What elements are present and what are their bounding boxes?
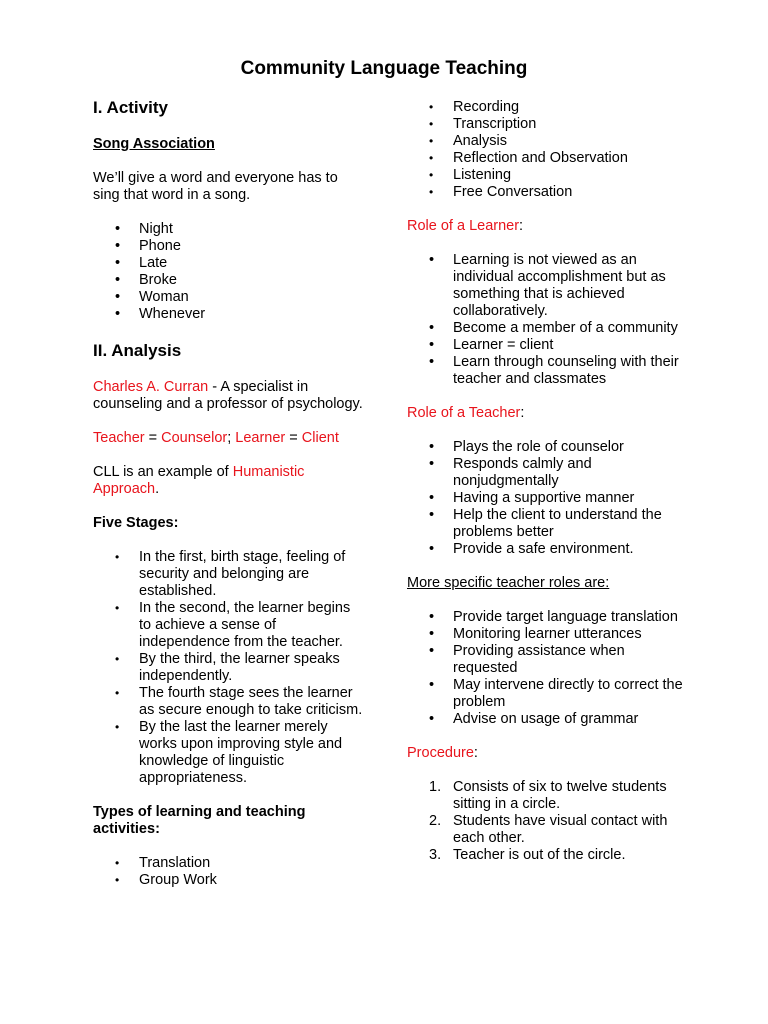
list-item: • Providing assistance when requested — [407, 643, 687, 677]
teacher-role-list — [407, 439, 687, 558]
analysis-heading: II. Analysis — [93, 341, 182, 360]
list-item: • Free Conversation — [407, 184, 687, 201]
curran-paragraph: Charles A. Curran - A specialist in counseling and a professor of psychology. — [93, 379, 363, 412]
list-item: • Become a member of a community — [407, 320, 687, 337]
activities-list-right — [407, 99, 687, 201]
teacher-role-heading: Role of a Teacher: — [407, 405, 525, 421]
list-item: • Learning is not viewed as an individual accomplishment but as something that is achieved collaboratively. — [407, 252, 687, 320]
list-item: • Responds calmly and nonjudgmentally — [407, 456, 687, 490]
list-item: • Plays the role of counselor — [407, 439, 687, 456]
list-item: 1. Consists of six to twelve students sitting in a circle. — [429, 779, 667, 812]
teacher-learner-equation: Teacher = Counselor; Learner = Client — [93, 430, 339, 446]
list-item: • Transcription — [407, 116, 687, 133]
list-item: • Advise on usage of grammar — [407, 711, 687, 728]
types-heading: Types of learning and teaching activities: — [93, 804, 306, 837]
list-item: • Phone — [93, 238, 365, 255]
list-item: • Group Work — [93, 872, 365, 889]
stages-list — [93, 549, 365, 787]
list-item: • The fourth stage sees the learner as secure enough to take criticism. — [93, 685, 365, 719]
activity-description: We’ll give a word and everyone has to sing that word in a song. — [93, 170, 338, 203]
list-item: • Analysis — [407, 133, 687, 150]
list-item: • Listening — [407, 167, 687, 184]
list-item: • In the first, birth stage, feeling of security and belonging are established. — [93, 549, 365, 600]
list-item: 3. Teacher is out of the circle. — [429, 847, 626, 863]
list-item: • Learner = client — [407, 337, 687, 354]
learner-role-heading: Role of a Learner: — [407, 218, 524, 234]
specific-roles-list — [407, 609, 687, 728]
specific-roles-heading: More specific teacher roles are: — [407, 575, 610, 591]
list-item: • Having a supportive manner — [407, 490, 687, 507]
list-item: • By the third, the learner speaks independently. — [93, 651, 365, 685]
list-item: 2. Students have visual contact with each other. — [429, 813, 668, 846]
left-column — [93, 96, 365, 889]
five-stages-heading: Five Stages: — [93, 515, 179, 531]
list-item: • Learn through counseling with their teacher and classmates — [407, 354, 687, 388]
humanistic-approach: Humanistic Approach — [93, 464, 305, 497]
list-item: • Monitoring learner utterances — [407, 626, 687, 643]
list-item: • Night — [93, 221, 365, 238]
page-title: Community Language Teaching — [240, 58, 528, 79]
list-item: • Whenever — [93, 306, 365, 323]
list-item: • Provide target language translation — [407, 609, 687, 626]
list-item: • Late — [93, 255, 365, 272]
list-item: • Help the client to understand the problems better — [407, 507, 687, 541]
list-item: • Reflection and Observation — [407, 150, 687, 167]
list-item: • May intervene directly to correct the problem — [407, 677, 687, 711]
learner-role-list — [407, 252, 687, 388]
procedure-list — [407, 779, 687, 864]
curran-name: Charles A. Curran — [93, 379, 209, 395]
activities-list-left — [93, 855, 365, 889]
procedure-heading: Procedure: — [407, 745, 478, 761]
list-item: • Woman — [93, 289, 365, 306]
activity-heading: I. Activity — [93, 98, 168, 117]
list-item: • Provide a safe environment. — [407, 541, 687, 558]
list-item: • Translation — [93, 855, 365, 872]
list-item: • Recording — [407, 99, 687, 116]
right-column — [407, 99, 687, 864]
song-association-subheading: Song Association — [93, 136, 215, 152]
list-item: • In the second, the learner begins to achieve a sense of independence from the teacher. — [93, 600, 365, 651]
word-list — [93, 221, 365, 323]
list-item: • By the last the learner merely works upon improving style and knowledge of linguistic appropriateness. — [93, 719, 365, 787]
list-item: • Broke — [93, 272, 365, 289]
cll-paragraph: CLL is an example of Humanistic Approach. — [93, 464, 305, 497]
